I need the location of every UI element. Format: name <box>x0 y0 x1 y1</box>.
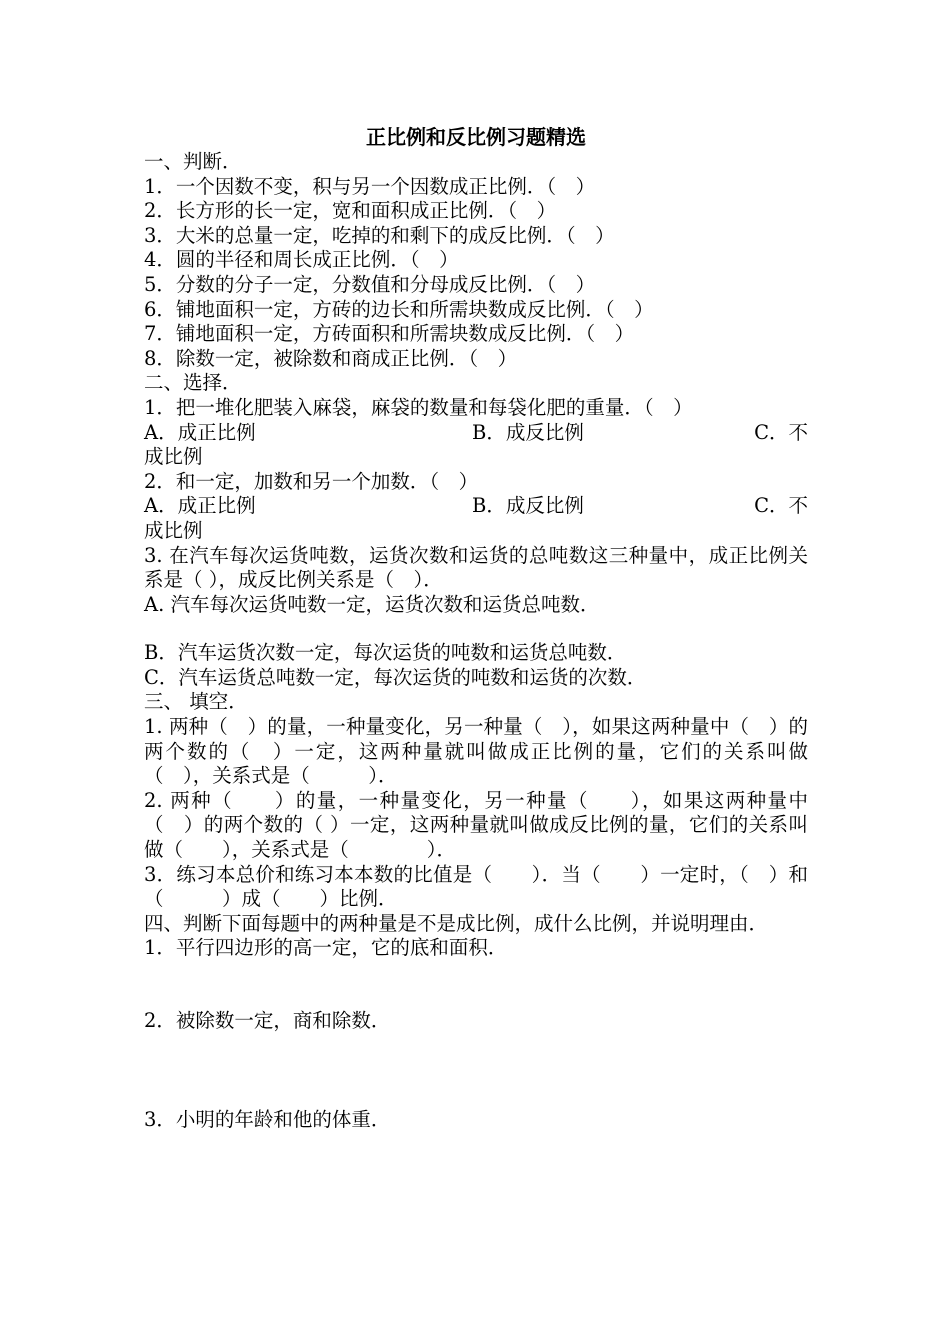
section-1-heading: 一、判断． <box>144 150 242 173</box>
judge-item-6: 6．铺地面积一定，方砖的边长和所需块数成反比例．（ ） <box>144 297 654 321</box>
choice-q1-option-b: B．成反比例 <box>472 420 584 444</box>
section-2-heading: 二、选择． <box>144 371 242 395</box>
choice-q1-option-a: A．成正比例 <box>144 420 256 444</box>
fill-item-2: 2. 两种（ ）的量，一种量变化，另一种量（ ），如果这两种量中（ ）的两个数的（ ）一定，这两种量就叫做成反比例的量，它们的关系叫做（ ），关系式是（ ）． <box>144 788 808 862</box>
fill-item-3: 3．练习本总价和练习本本数的比值是（ ）．当（ ）一定时，（ ）和（ ）成（ ）比例． <box>144 862 808 911</box>
document-title: 正比例和反比例习题精选 <box>366 125 586 149</box>
document-page <box>144 124 808 1132</box>
choice-q2-option-c-cont: 成比例 <box>144 518 203 542</box>
judge-item-3: 3．大米的总量一定，吃掉的和剩下的成反比例．（ ） <box>144 223 615 247</box>
section-4-heading: 四、判断下面每题中的两种量是不是成比例，成什么比例，并说明理由． <box>144 911 769 935</box>
choice-q3-option-c: C．汽车运货总吨数一定，每次运货的吨数和运货的次数． <box>144 665 647 689</box>
judge-item-4: 4．圆的半径和周长成正比例．（ ） <box>144 248 459 272</box>
reason-item-3: 3．小明的年龄和他的体重． <box>144 1107 391 1131</box>
judge-item-7: 7．铺地面积一定，方砖面积和所需块数成反比例．（ ） <box>144 322 635 346</box>
choice-q3-option-a: A. 汽车每次运货吨数一定，运货次数和运货总吨数． <box>144 592 600 616</box>
judge-item-2: 2．长方形的长一定，宽和面积成正比例．（ ） <box>144 199 557 223</box>
choice-q3-stem: 3. 在汽车每次运货吨数，运货次数和运货的总吨数这三种量中，成正比例关系是（ ），成反比例关系是（ ）． <box>144 543 808 592</box>
judge-item-8: 8．除数一定，被除数和商成正比例．（ ） <box>144 346 518 370</box>
choice-q1-options <box>144 421 808 446</box>
section-3-heading: 三、 填空． <box>144 690 248 714</box>
reason-item-1: 1．平行四边形的高一定，它的底和面积． <box>144 936 508 960</box>
choice-q1-option-c-cont: 成比例 <box>144 445 203 469</box>
answer-space-2 <box>144 1034 808 1108</box>
choice-q1-option-c: C．不 <box>754 420 808 444</box>
choice-q2-options <box>144 494 808 519</box>
judge-item-5: 5．分数的分子一定，分数值和分母成反比例．（ ） <box>144 272 596 296</box>
choice-q2-option-a: A．成正比例 <box>144 494 256 518</box>
choice-q2-option-b: B．成反比例 <box>472 494 584 518</box>
spacer <box>144 617 808 641</box>
judge-item-1: 1．一个因数不变，积与另一个因数成正比例．（ ） <box>144 174 596 198</box>
reason-item-2: 2．被除数一定，商和除数． <box>144 1009 391 1032</box>
choice-q2-stem: 2．和一定，加数和另一个加数．（ ） <box>144 469 479 493</box>
choice-q1-stem: 1．把一堆化肥装入麻袋，麻袋的数量和每袋化肥的重量．（ ） <box>144 395 693 419</box>
choice-q2-option-c: C．不 <box>754 494 808 518</box>
fill-item-1: 1. 两种（ ）的量，一种量变化，另一种量（ ），如果这两种量中（ ）的两个数的（ ）一定，这两种量就叫做成正比例的量，它们的关系叫做（ ），关系式是（ ）． <box>144 715 808 788</box>
answer-space-1 <box>144 961 808 1009</box>
choice-q3-option-b: B．汽车运货次数一定，每次运货的吨数和运货总吨数． <box>144 641 627 665</box>
